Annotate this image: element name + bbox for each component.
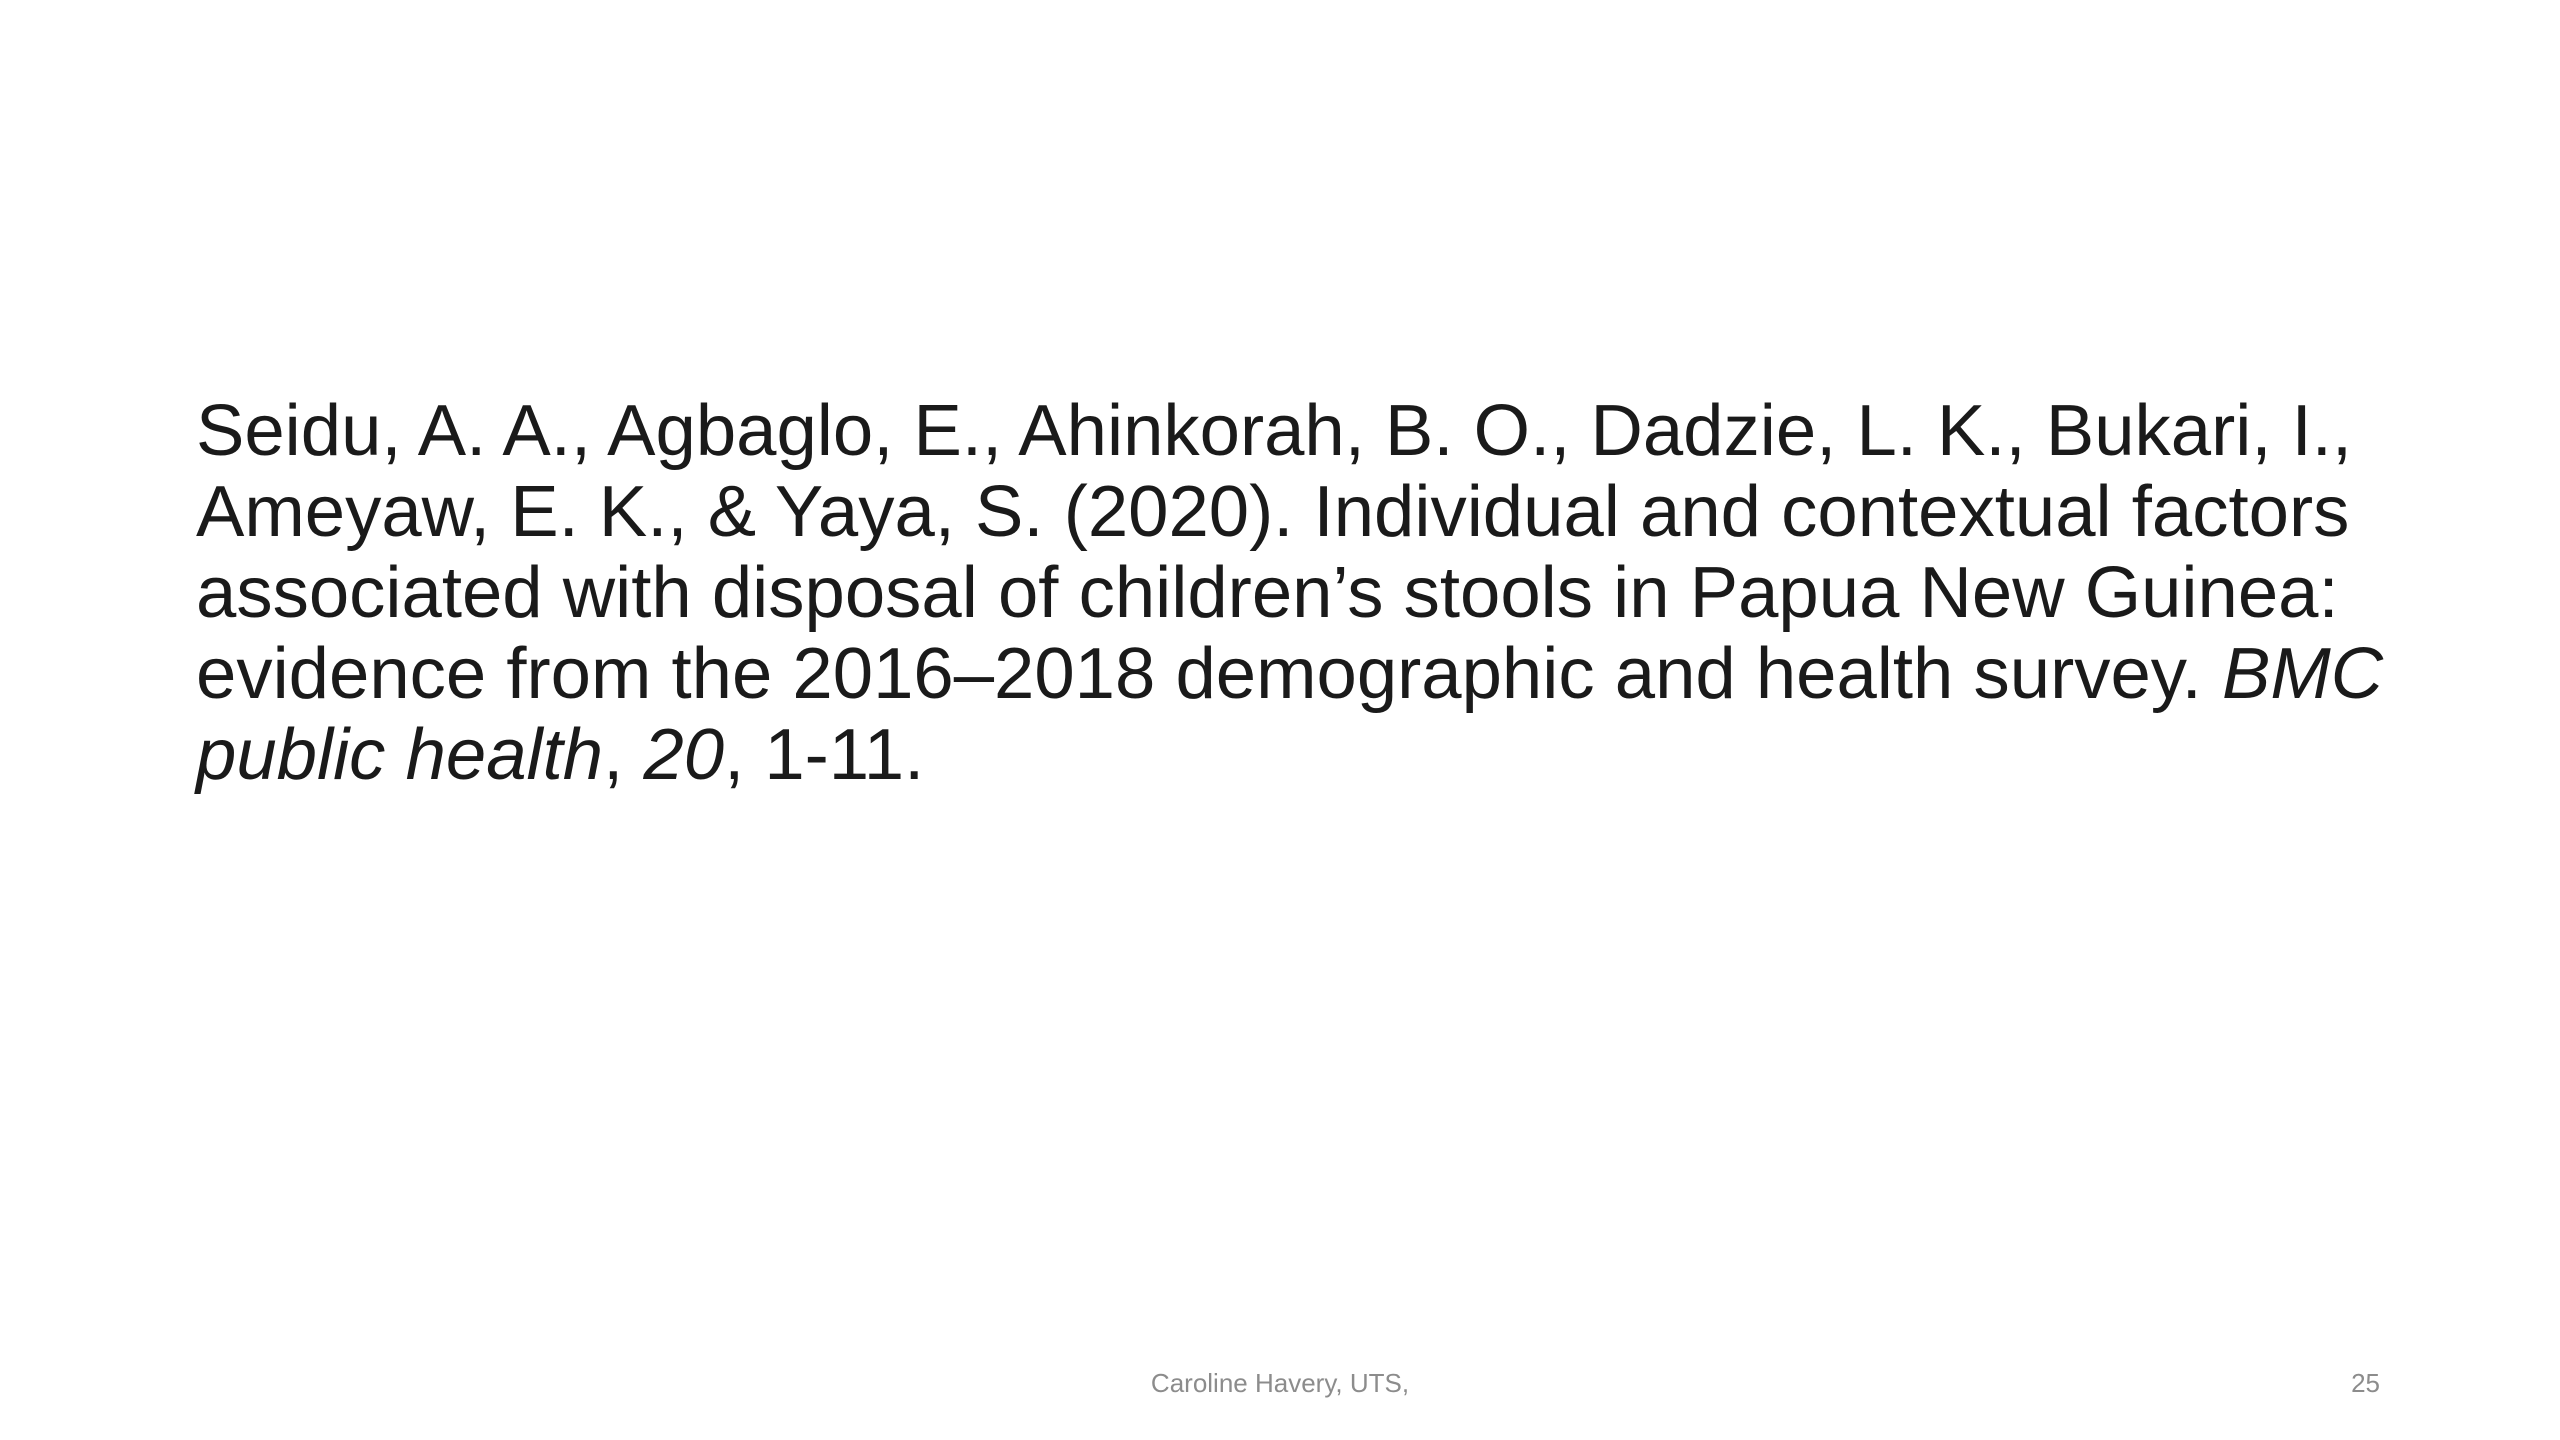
citation-authors-title: Seidu, A. A., Agbaglo, E., Ahinkorah, B. O., Dadzie, L. K., Bukari, I., Ameyaw, E. K., & Yaya, S. (2020). Individual and contextual factors associated with disposal of children’s stools in Papua New Guinea: evidence from the 2016–2018 demographic and health survey.	[196, 390, 2353, 714]
citation-separator: ,	[603, 714, 644, 795]
citation-volume: 20	[643, 714, 725, 795]
slide-number: 25	[2351, 1368, 2380, 1398]
reference-citation	[196, 390, 2396, 795]
citation-journal: BMC public health	[196, 633, 2384, 795]
citation-pages: , 1-11.	[724, 714, 925, 795]
footer-text: Caroline Havery, UTS,	[1150, 1368, 1410, 1398]
